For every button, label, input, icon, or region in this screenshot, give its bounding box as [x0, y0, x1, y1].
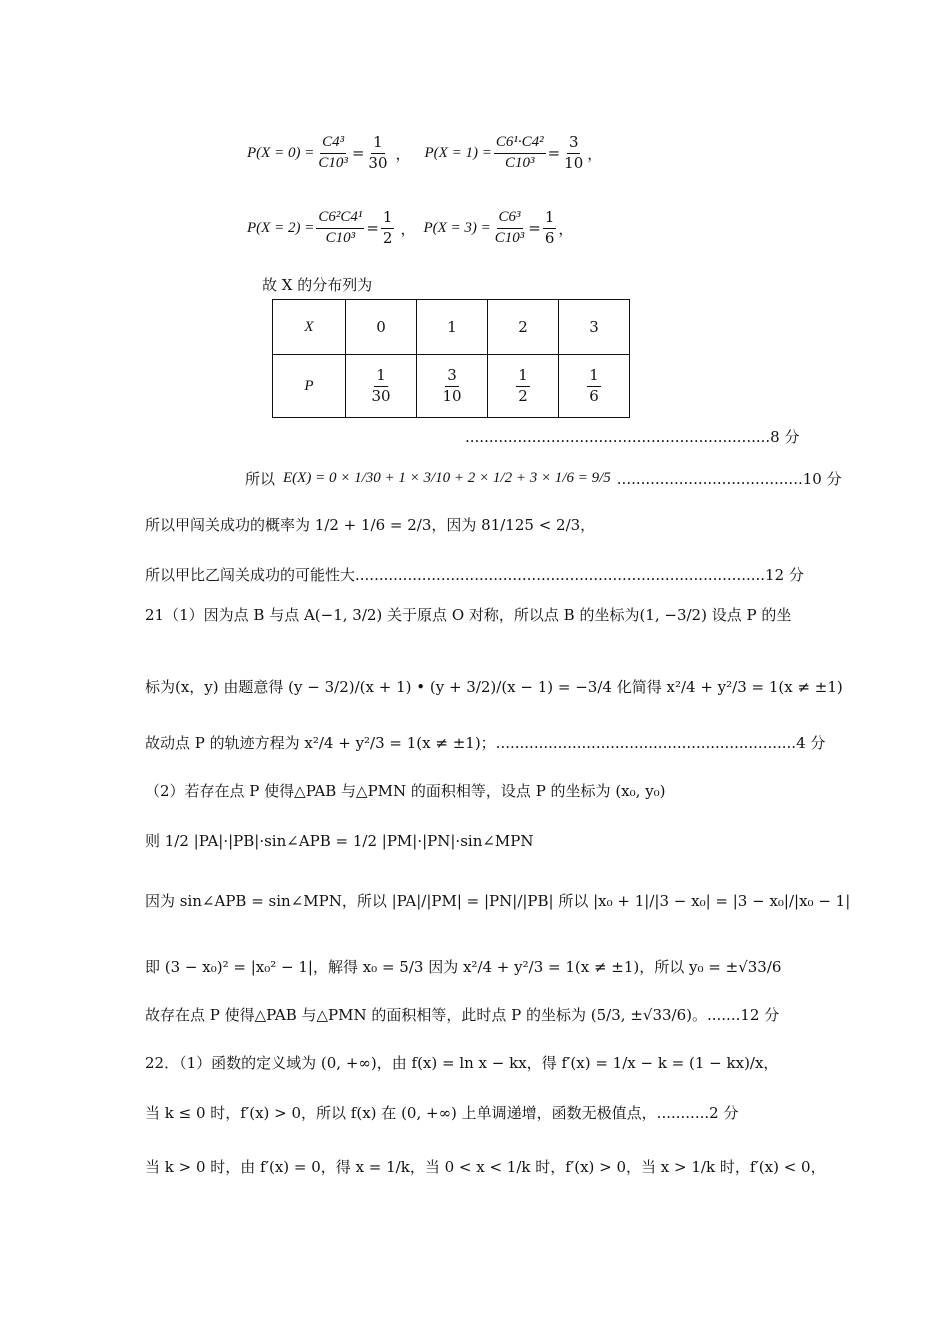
p1-value: $\frac{3}{10}$: [564, 132, 584, 172]
expect-expr: E(X) = 0 × 1/30 + 1 × 3/10 + 2 × 1/2 + 3 × 1/6 = 9/5: [283, 469, 611, 486]
q21-part1-a: 21（1）因为点 B 与点 A(−1, 3/2) 关于原点 O 对称，所以点 B 的坐标为(1, −3/2) 设点 P 的坐: [145, 606, 792, 624]
q21-part2-b: 则 1/2 |PA|·|PB|·sin∠APB = 1/2 |PM|·|PN|·sin∠MPN: [145, 832, 534, 850]
q21-part1-c: 故动点 P 的轨迹方程为 x²/4 + y²/3 = 1(x ≠ ±1)；...............................................................4 分: [145, 734, 826, 752]
distribution-table: [272, 299, 630, 418]
table-cell: X: [273, 300, 346, 355]
table-cell: $\frac{3}{10}$: [417, 355, 488, 418]
prob-line-2: P(X = 2) = $\frac{\text{C6²C4¹}}{\text{C10³}}$ = $\frac{1}{2}$ ， P(X = 3) = $\frac{\text{C6³}}{\text{C10³}}$ = $\frac{1}{6}$ ，: [247, 207, 574, 247]
p2-frac: $\frac{\text{C6²C4¹}}{\text{C10³}}$: [318, 208, 363, 246]
p3-lhs: P(X = 3) =: [423, 219, 491, 236]
p2-lhs: P(X = 2) =: [247, 219, 315, 236]
table-cell: 3: [559, 300, 630, 355]
q21-part2-d: 即 (3 − x₀)² = |x₀² − 1|，解得 x₀ = 5/3 因为 x²/4 + y²/3 = 1(x ≠ ±1)，所以 y₀ = ±√33/6: [145, 958, 782, 976]
p1-frac: $\frac{\text{C6¹·C4²}}{\text{C10³}}$: [495, 133, 544, 171]
p0-frac: $\frac{\text{C4³}}{\text{C10³}}$: [318, 133, 348, 171]
table-cell: $\frac{1}{2}$: [488, 355, 559, 418]
table-cell: P: [273, 355, 346, 418]
q21-part1-b: 标为(x，y) 由题意得 (y − 3/2)/(x + 1) • (y + 3/2)/(x − 1) = −3/4 化简得 x²/4 + y²/3 = 1(x ≠ ±1): [145, 678, 843, 696]
table-cell: $\frac{1}{6}$: [559, 355, 630, 418]
p2-value: $\frac{1}{2}$: [382, 207, 393, 247]
table-row-p: [273, 355, 630, 418]
q21-part2-a: （2）若存在点 P 使得△PAB 与△PMN 的面积相等，设点 P 的坐标为 (x₀, y₀): [145, 782, 666, 800]
conclusion-12: 所以甲比乙闯关成功的可能性大......................................................................................12 分: [145, 566, 804, 584]
q21-part2-e: 故存在点 P 使得△PAB 与△PMN 的面积相等，此时点 P 的坐标为 (5/3, ±√33/6)。.......12 分: [145, 1006, 780, 1024]
expect-prefix: 所以: [245, 469, 276, 488]
table-row-x: [273, 300, 630, 355]
q22-c: 当 k > 0 时，由 f′(x) = 0，得 x = 1/k，当 0 < x < 1/k 时，f′(x) > 0，当 x > 1/k 时，f′(x) < 0，: [145, 1158, 826, 1176]
p0-value: $\frac{1}{30}$: [368, 132, 388, 172]
q22-a: 22．（1）函数的定义域为 (0, +∞)，由 f(x) = ln x − kx，得 f′(x) = 1/x − k = (1 − kx)/x，: [145, 1054, 779, 1072]
score-10: .......................................10 分: [616, 469, 842, 488]
jia-probability: 所以甲闯关成功的概率为 1/2 + 1/6 = 2/3，因为 81/125 < 2/3，: [145, 516, 596, 534]
table-cell: 0: [346, 300, 417, 355]
p0-lhs: P(X = 0) =: [247, 144, 315, 161]
score-8: ................................................................8 分: [465, 428, 800, 446]
table-cell: 2: [488, 300, 559, 355]
p3-frac: $\frac{\text{C6³}}{\text{C10³}}$: [494, 208, 525, 246]
table-cell: $\frac{1}{30}$: [346, 355, 417, 418]
q21-part2-c: 因为 sin∠APB = sin∠MPN，所以 |PA|/|PM| = |PN|/|PB| 所以 |x₀ + 1|/|3 − x₀| = |3 − x₀|/|x₀ − 1|: [145, 892, 851, 910]
p1-lhs: P(X = 1) =: [424, 144, 492, 161]
expectation-line: [245, 458, 842, 498]
dist-intro: 故 X 的分布列为: [262, 276, 373, 294]
table-cell: 1: [417, 300, 488, 355]
q22-b: 当 k ≤ 0 时，f′(x) > 0，所以 f(x) 在 (0, +∞) 上单调递增，函数无极值点，...........2 分: [145, 1104, 739, 1122]
prob-line-1: P(X = 0) = $\frac{\text{C4³}}{\text{C10³}}$ = $\frac{1}{30}$ ， P(X = 1) = $\frac{\text{C6¹·C4²}}{\text{C10³}}$ = $\frac{3}{10}$ ，: [247, 132, 603, 172]
p3-value: $\frac{1}{6}$: [544, 207, 555, 247]
